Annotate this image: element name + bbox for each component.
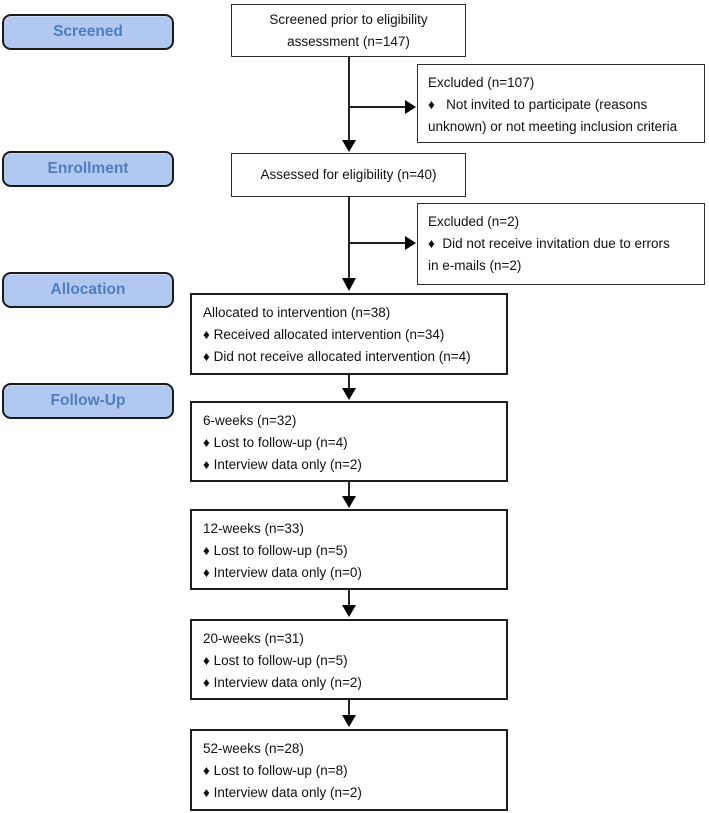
arrow-assessed-to-allocated (342, 197, 356, 291)
box-text-line: 12-weeks (n=33) (203, 521, 304, 536)
arrow-allocated-to-week6 (342, 375, 356, 400)
box-text-line: ♦ Lost to follow-up (n=5) (203, 543, 348, 558)
box-text-line: Excluded (n=107) (428, 75, 535, 90)
box-excluded-2 (417, 203, 705, 285)
box-week12 (190, 509, 508, 590)
stage-label-allocation (2, 272, 174, 308)
arrow-week20-to-week52 (342, 700, 356, 727)
box-text-line: ♦ Interview data only (n=0) (203, 565, 362, 580)
stage-label-enrollment (2, 151, 174, 187)
box-text-line: ♦ Interview data only (n=2) (203, 785, 362, 800)
box-assessed (231, 153, 466, 197)
box-text-line: 20-weeks (n=31) (203, 631, 304, 646)
box-text-line: ♦ Not invited to participate (reasons (428, 97, 648, 112)
box-text-line: ♦ Interview data only (n=2) (203, 457, 362, 472)
box-text-line: unknown) or not meeting inclusion criteria (428, 119, 678, 134)
box-text-line: ♦ Lost to follow-up (n=8) (203, 763, 348, 778)
box-text-line: Screened prior to eligibility (269, 11, 428, 27)
box-text-line: 6-weeks (n=32) (203, 413, 297, 428)
stage-label-text: Allocation (50, 281, 126, 298)
arrow-week12-to-week20 (342, 590, 356, 617)
arrow-branch-excluded-2 (349, 236, 416, 250)
arrow-week6-to-week12 (342, 482, 356, 508)
stage-label-followup (2, 383, 174, 419)
box-text-line: Excluded (n=2) (428, 214, 520, 229)
box-text-line: in e-mails (n=2) (428, 258, 522, 273)
stage-label-text: Follow-Up (50, 392, 126, 409)
stage-label-screened (2, 14, 174, 50)
arrow-branch-excluded-1 (349, 100, 416, 114)
box-text-line: ♦ Received allocated intervention (n=34) (203, 327, 445, 342)
box-text-line: ♦ Did not receive allocated intervention (n=4) (203, 349, 471, 364)
box-week6 (190, 401, 508, 482)
box-text-line: ♦ Lost to follow-up (n=5) (203, 653, 348, 668)
box-text-line: ♦ Interview data only (n=2) (203, 675, 362, 690)
box-week20 (190, 619, 508, 700)
arrow-screened-to-assessed (342, 57, 356, 152)
box-screened-prior (231, 4, 466, 57)
box-text-line: Assessed for eligibility (n=40) (260, 167, 437, 182)
box-week52 (190, 729, 508, 811)
stage-label-text: Enrollment (47, 160, 129, 177)
box-text-line: 52-weeks (n=28) (203, 741, 304, 756)
box-allocated (190, 293, 508, 375)
box-excluded-1 (417, 64, 705, 143)
box-text-line: assessment (n=147) (287, 33, 410, 49)
box-text-line: ♦ Lost to follow-up (n=4) (203, 435, 348, 450)
stage-label-text: Screened (53, 23, 123, 40)
box-text-line: ♦ Did not receive invitation due to errors (428, 236, 670, 251)
box-text-line: Allocated to intervention (n=38) (203, 305, 391, 320)
